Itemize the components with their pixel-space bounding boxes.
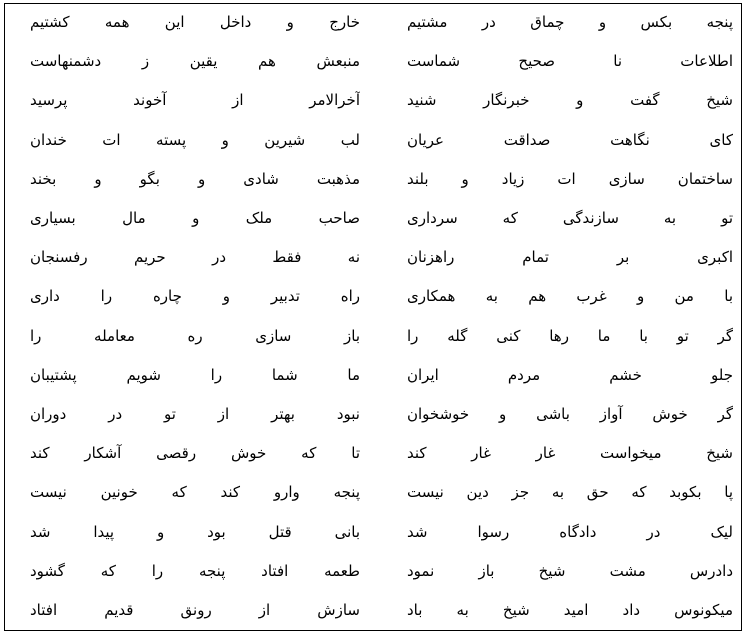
- verse-row: [5, 399, 741, 429]
- verse-row: [5, 360, 741, 390]
- verse-second-hemistich: منبعش هم یقین ز دشمنهاست: [30, 52, 360, 71]
- verse-first-hemistich: دادرس مشت شیخ باز نمود: [407, 561, 733, 580]
- verse-second-hemistich: لب شیرین و پسته ات خندان: [30, 130, 360, 149]
- verse-row: [5, 7, 741, 37]
- verse-second-hemistich: مذهبت شادی و بگو و بخند: [30, 169, 360, 188]
- verse-second-hemistich: آخرالامر از آخوند پرسید: [30, 91, 360, 110]
- verse-second-hemistich: صاحب ملک و مال بسیاری: [30, 209, 360, 227]
- verse-second-hemistich: راه تدبیر و چاره را داری: [30, 287, 360, 306]
- verse-row: [5, 517, 741, 547]
- verse-row: [5, 164, 741, 194]
- verse-second-hemistich: باز سازی ره معامله را: [30, 326, 360, 345]
- verse-first-hemistich: اطلاعات نا صحیح شماست: [407, 52, 733, 71]
- verse-first-hemistich: میکونوس داد امید شیخ به باد: [407, 601, 733, 619]
- verse-first-hemistich: تو به سازندگی که سرداری: [407, 209, 733, 227]
- verse-first-hemistich: پا بکوبد که حق به جز دین نیست: [407, 483, 733, 502]
- poem-frame: [4, 3, 742, 631]
- verse-first-hemistich: جلو خشم مردم ایران: [407, 365, 733, 384]
- verse-first-hemistich: ساختمان سازی ات زیاد و بلند: [407, 169, 733, 188]
- verse-second-hemistich: نه فقط در حریم رفسنجان: [30, 248, 360, 267]
- verse-first-hemistich: با من و غرب هم به همکاری: [407, 287, 733, 306]
- verse-second-hemistich: پنجه وارو کند که خونین نیست: [30, 483, 360, 502]
- verse-first-hemistich: شیخ گفت و خبرنگار شنید: [407, 91, 733, 110]
- verse-row: [5, 85, 741, 115]
- verse-second-hemistich: ما شما را شویم پشتیبان: [30, 365, 360, 384]
- verse-row: [5, 438, 741, 468]
- verse-row: [5, 595, 741, 625]
- verse-row: [5, 281, 741, 311]
- verse-second-hemistich: نبود بهتر از تو در دوران: [30, 405, 360, 423]
- verse-second-hemistich: تا که خوش رقصی آشکار کند: [30, 444, 360, 463]
- verse-row: [5, 242, 741, 272]
- verse-first-hemistich: گر خوش آواز باشی و خوشخوان: [407, 405, 733, 423]
- verse-first-hemistich: پنجه بکس و چماق در مشتیم: [407, 13, 733, 31]
- verse-row: [5, 321, 741, 351]
- verse-row: [5, 125, 741, 155]
- verse-first-hemistich: گر تو با ما رها کنی گله را: [407, 326, 733, 345]
- verse-second-hemistich: بانی قتل بود و پیدا شد: [30, 522, 360, 541]
- verse-row: [5, 556, 741, 586]
- verse-first-hemistich: شیخ میخواست غار غار کند: [407, 444, 733, 463]
- verse-row: [5, 203, 741, 233]
- verse-first-hemistich: کای نگاهت صداقت عریان: [407, 130, 733, 149]
- verse-first-hemistich: لیک در دادگاه رسوا شد: [407, 522, 733, 541]
- verse-row: [5, 477, 741, 507]
- verse-second-hemistich: خارج و داخل این همه کشتیم: [30, 13, 360, 31]
- verse-first-hemistich: اکبری بر تمام راهزنان: [407, 248, 733, 267]
- verse-second-hemistich: سازش از رونق قدیم افتاد: [30, 601, 360, 619]
- verse-second-hemistich: طعمه افتاد پنجه را که گشود: [30, 561, 360, 580]
- verse-row: [5, 46, 741, 76]
- poem-list: [5, 4, 741, 630]
